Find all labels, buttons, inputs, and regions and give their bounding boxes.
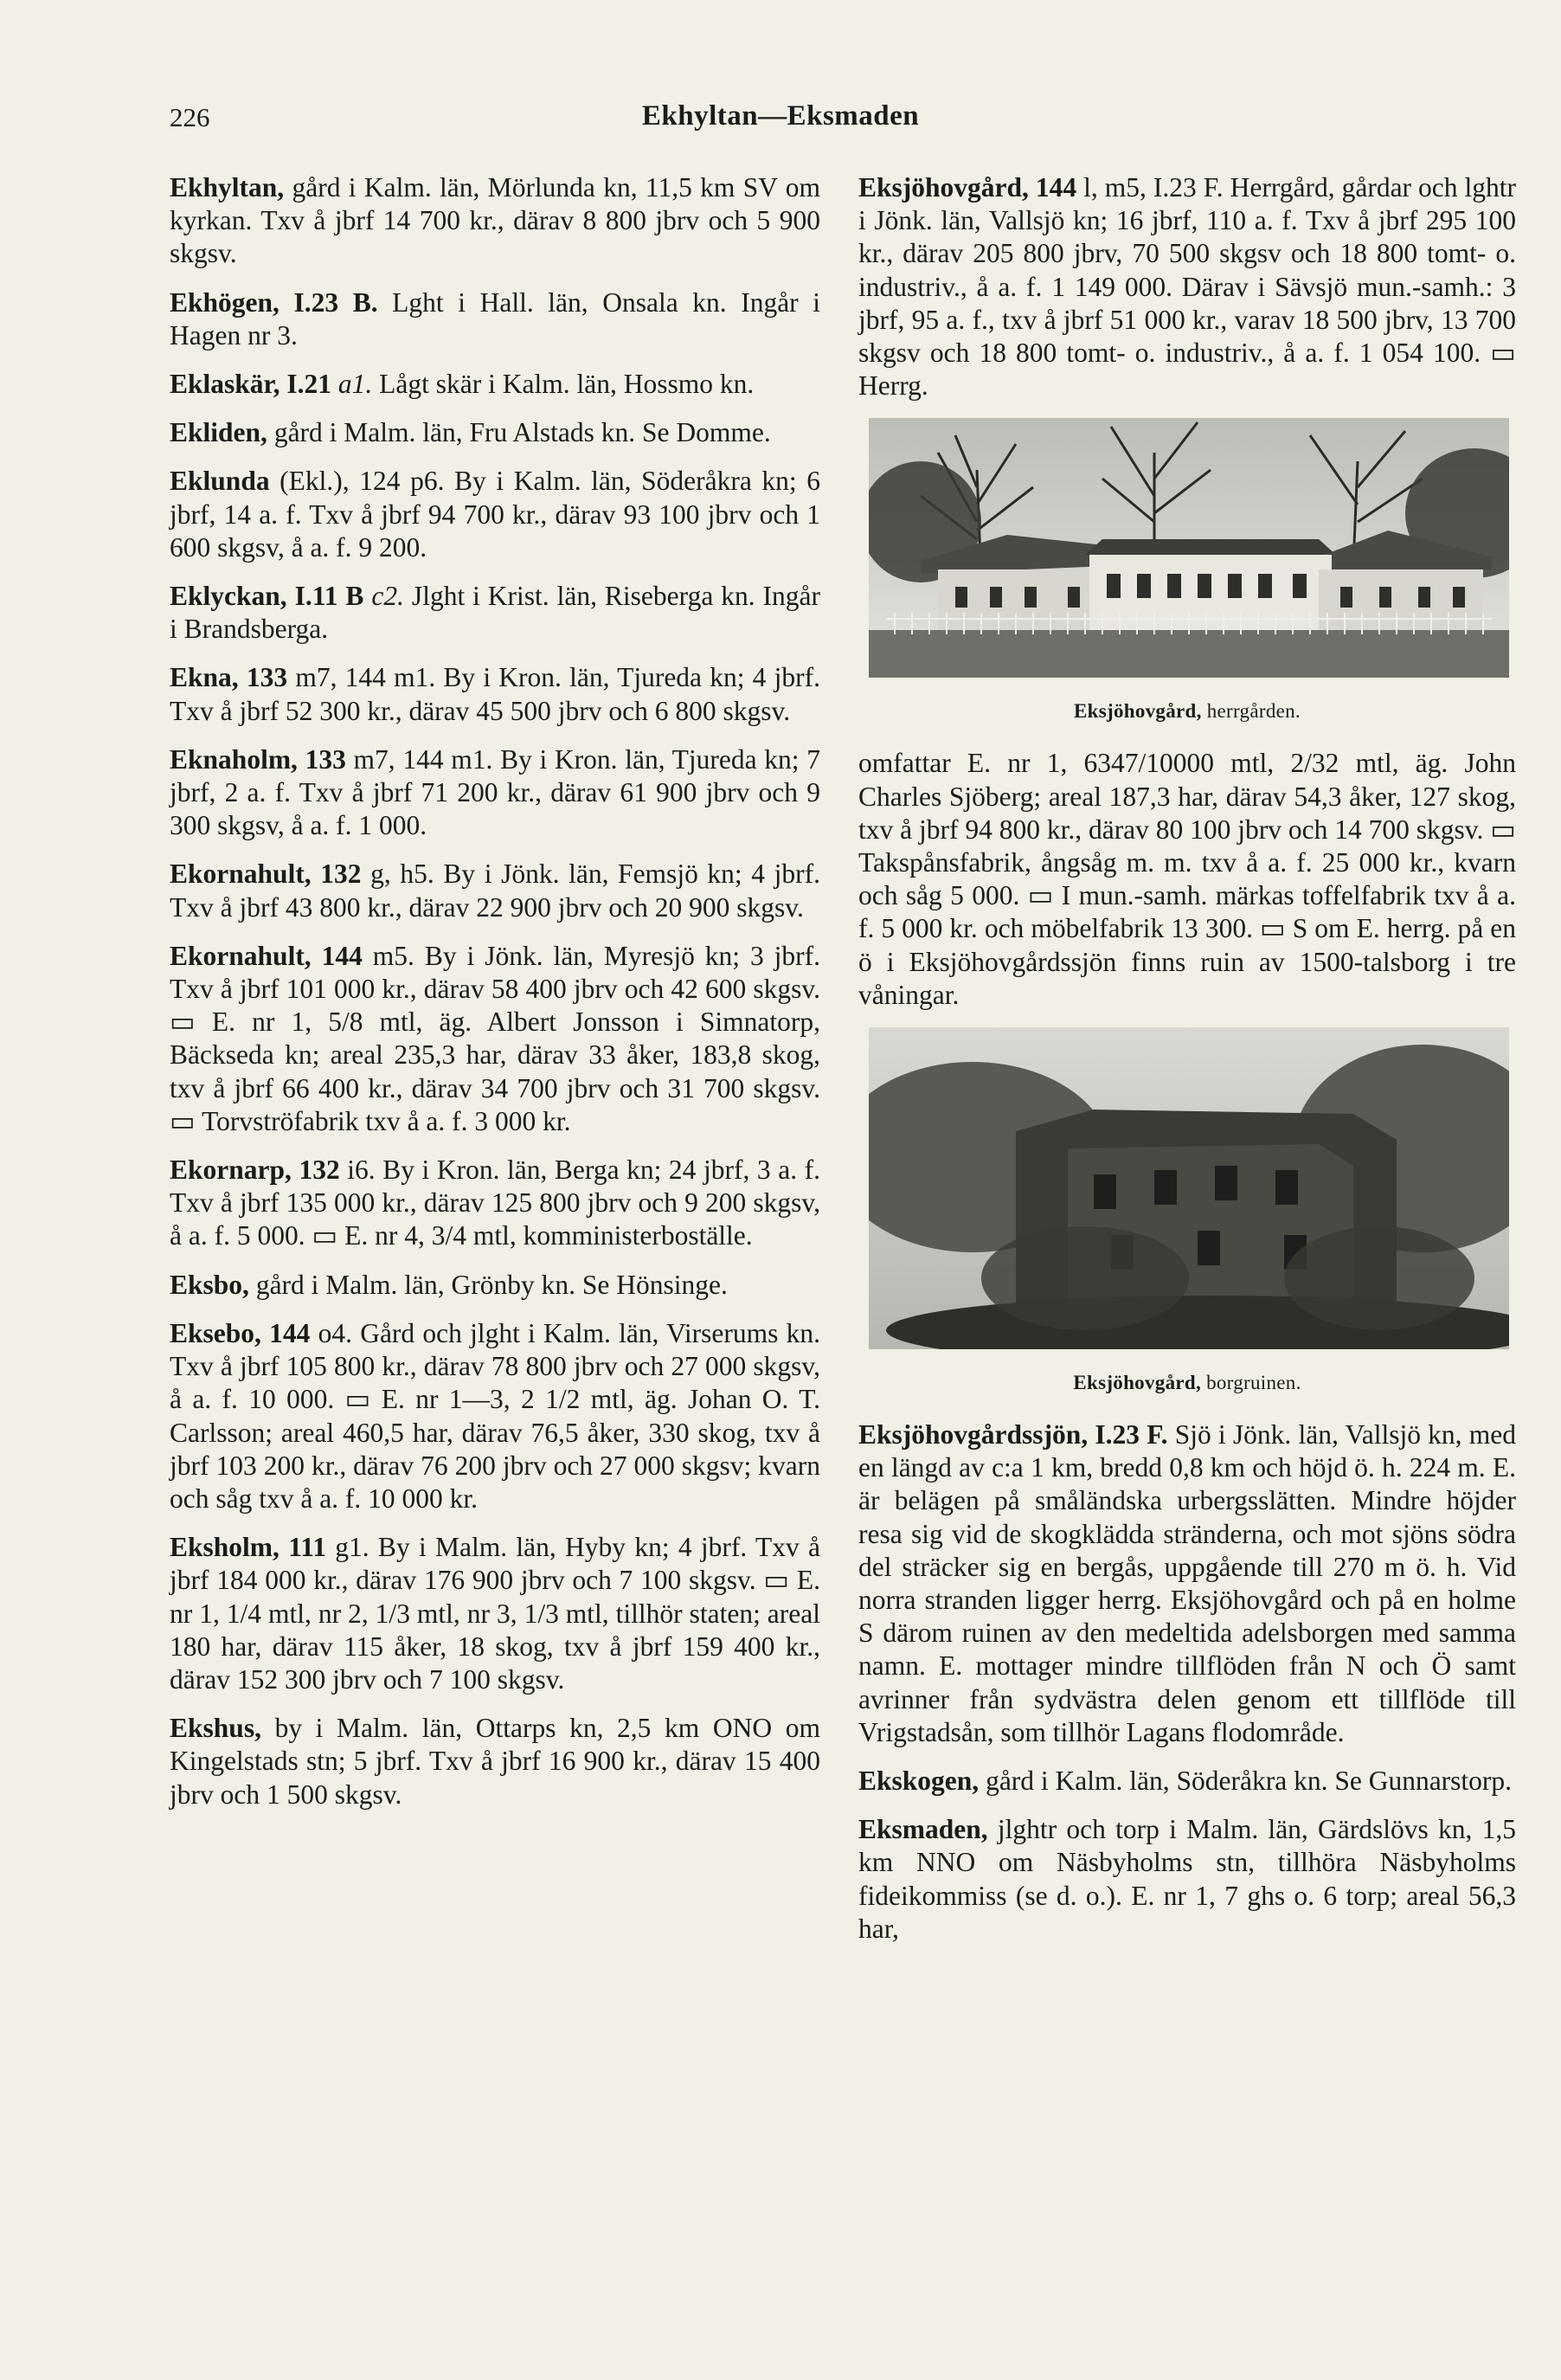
entry-headword: Ekliden, — [170, 417, 267, 448]
gazetteer-entry — [170, 661, 820, 727]
gazetteer-entry — [170, 1317, 820, 1515]
gazetteer-entry — [858, 747, 1516, 1012]
gazetteer-entry — [170, 465, 820, 564]
entry-headword: Eksmaden, — [858, 1814, 988, 1845]
left-column — [170, 171, 820, 1827]
entry-body: o4. Gård och jlght i Kalm. län, Virserums kn. Txv å jbrf 105 800 kr., därav 78 800 jbrv och 27 000 skgsv, å a. f. 10 000. ▭ E. nr 1—3, 2 1/2 mtl, äg. Johan O. T. Carlsson; areal 460,5 har, därav 76,5 åker, 330 skog, txv å jbrf 103 200 kr., därav 76 200 jbrv och 27 000 skgsv; kvarn och såg txv å a. f. 10 000 kr. — [170, 1317, 820, 1514]
entry-body: (Ekl.), 124 p6. By i Kalm. län, Söderåkra kn; 6 jbrf, 14 a. f. Txv å jbrf 94 700 kr., därav 93 100 jbrv och 1 600 skgsv, å a. f. 9 200. — [170, 466, 820, 563]
entry-grid-ref: a1. — [331, 369, 373, 400]
entry-headword: Eknaholm, 133 — [170, 743, 346, 775]
entry-headword: Ekornahult, 132 — [170, 859, 362, 890]
entry-headword: Ekhögen, I.23 B. — [170, 286, 378, 318]
caption-subject: herrgården. — [1201, 700, 1301, 723]
entry-grid-ref: c2. — [363, 581, 404, 612]
entry-body: Sjö i Jönk. län, Vallsjö kn, med en längd av c:a 1 km, bredd 0,8 km och höjd ö. h. 224 m. E. är belägen på småländska urbergsslätten. Mindre höjder resa sig vid de skogklädda stränderna, och mot sjöns södra del sträcker sig en bergås, uppgående till 270 m ö. h. Vid norra stranden ligger herrg. Eksjöhovgård och på en holme S därom ruinen av den medeltida adelsborgen med samma namn. E. mottager mindre tillflöden från N och Ö samt avrinner från sydvästra delen genom ett tillflöde till Vrigstadsån, som tillhör Lagans flodområde. — [858, 1419, 1516, 1747]
entry-headword: Eksjöhovgårdssjön, I.23 F. — [858, 1419, 1168, 1451]
gazetteer-entry — [170, 1269, 820, 1302]
photo-manor — [858, 418, 1516, 723]
entry-headword: Eklaskär, I.21 — [170, 369, 332, 400]
entry-body: g1. By i Malm. län, Hyby kn; 4 jbrf. Txv å jbrf 184 000 kr., därav 176 900 jbrv och 7 100 skgsv. ▭ E. nr 1, 1/4 mtl, nr 2, 1/3 mtl, nr 3, 1/3 mtl, tillhör staten; areal 180 har, därav 115 åker, 18 skog, txv å jbrf 159 400 kr., därav 152 300 jbrv och 7 100 skgsv. — [170, 1532, 820, 1695]
entry-body: Lght i Hall. län, Onsala kn. Ingår i Hagen nr 3. — [170, 286, 820, 351]
gazetteer-entry — [170, 171, 820, 271]
entry-body: i6. By i Kron. län, Berga kn; 24 jbrf, 3 a. f. Txv å jbrf 135 000 kr., därav 125 800 jbrv och 9 200 skgsv, å a. f. 5 000. ▭ E. nr 4, 3/4 mtl, komministerboställe. — [170, 1155, 820, 1251]
caption-place: Eksjöhovgård, — [1074, 700, 1202, 723]
entry-headword: Eksebo, 144 — [170, 1317, 311, 1348]
entry-headword: Eklyckan, I.11 B — [170, 581, 364, 612]
manor-house-photo — [869, 418, 1509, 678]
gazetteer-entry — [170, 858, 820, 923]
gazetteer-entry — [170, 1712, 820, 1811]
gazetteer-entry — [858, 1765, 1516, 1798]
gazetteer-entry — [170, 580, 820, 646]
entry-body: gård i Malm. län, Grönby kn. Se Hönsinge. — [248, 1269, 728, 1300]
entry-body: gård i Malm. län, Fru Alstads kn. Se Domme. — [267, 417, 771, 448]
page-number: 226 — [170, 102, 210, 132]
entry-headword: Eksjöhovgård, 144 — [858, 172, 1077, 203]
entry-headword: Ekna, 133 — [170, 662, 288, 693]
gazetteer-entry — [170, 1154, 820, 1253]
entry-headword: Eksbo, — [170, 1269, 249, 1300]
gazetteer-entry — [170, 1531, 820, 1696]
entry-headword: Eksholm, 111 — [170, 1532, 326, 1563]
entry-headword: Ekornahult, 144 — [170, 940, 363, 971]
gazetteer-entry — [170, 368, 820, 401]
gazetteer-entry — [170, 940, 820, 1138]
entry-headword: Ekskogen, — [858, 1766, 980, 1797]
entry-headword: Ekornarp, 132 — [170, 1155, 340, 1186]
castle-ruin-photo — [869, 1027, 1509, 1349]
entry-body: Jlght i Krist. län, Riseberga kn. Ingår i Brandsberga. — [170, 581, 820, 645]
entry-body: m7, 144 m1. By i Kron. län, Tjureda kn; 7 jbrf, 2 a. f. Txv å jbrf 71 200 kr., därav 61 900 jbrv och 9 300 skgsv, å a. f. 1 000. — [170, 743, 820, 841]
entry-body: jlghtr och torp i Malm. län, Gärdslövs kn, 1,5 km NNO om Näsbyholms stn, tillhöra Näsbyholms fideikommiss (se d. o.). E. nr 1, 7 ghs o. 6 torp; areal 56,3 har, — [858, 1814, 1516, 1944]
gazetteer-entry — [170, 286, 820, 352]
gazetteer-entry — [858, 1418, 1516, 1749]
entry-body: m5. By i Jönk. län, Myresjö kn; 3 jbrf. Txv å jbrf 101 000 kr., därav 58 400 jbrv och 42 600 skgsv. ▭ E. nr 1, 5/8 mtl, äg. Albert Jonsson i Simnatorp, Bäckseda kn; areal 235,3 har, därav 33 åker, 183,8 skog, txv å jbrf 66 400 kr., därav 34 700 jbrv och 31 700 skgsv. ▭ Torvströfabrik txv å a. f. 3 000 kr. — [170, 940, 820, 1136]
entry-body: m7, 144 m1. By i Kron. län, Tjureda kn; 4 jbrf. Txv å jbrf 52 300 kr., därav 45 500 jbrv och 6 800 skgsv. — [170, 662, 820, 726]
running-head: Ekhyltan—Eksmaden — [641, 100, 920, 132]
entry-body: gård i Kalm. län, Mörlunda kn, 11,5 km SV om kyrkan. Txv å jbrf 14 700 kr., därav 8 800 jbrv och 5 900 skgsv. — [170, 172, 820, 269]
entry-body: l, m5, I.23 F. Herrgård, gårdar och lghtr i Jönk. län, Vallsjö kn; 16 jbrf, 110 a. f. Txv å jbrf 295 100 kr., därav 205 800 jbrv, 70 500 skgsv och 18 800 tomt- o. industriv., å a. f. 1 149 000. Därav i Sävsjö mun.-samh.: 3 jbrf, 95 a. f., txv å jbrf 51 000 kr., varav 18 500 jbrv, 13 700 skgsv och 18 800 tomt- o. industriv., å a. f. 1 054 100. ▭ Herrg. — [858, 172, 1516, 402]
photo-ruin — [858, 1027, 1516, 1394]
caption-subject: borgruinen. — [1201, 1372, 1301, 1394]
photo-caption-ruin — [858, 1372, 1516, 1394]
entry-headword: Ekshus, — [170, 1713, 261, 1744]
entry-body: by i Malm. län, Ottarps kn, 2,5 km ONO om Kingelstads stn; 5 jbrf. Txv å jbrf 16 900 kr., därav 15 400 jbrv och 1 500 skgsv. — [170, 1713, 820, 1810]
gazetteer-entry — [858, 171, 1516, 402]
entry-body: omfattar E. nr 1, 6347/10000 mtl, 2/32 mtl, äg. John Charles Sjöberg; areal 187,3 har, därav 54,3 åker, 127 skog, txv å jbrf 94 800 kr., därav 80 100 jbrv och 14 700 skgsv. ▭ Takspånsfabrik, ångsåg m. m. txv å a. f. 25 000 kr., kvarn och såg 5 000. ▭ I mun.-samh. märkas toffelfabrik txv å a. f. 5 000 kr. och möbelfabrik 13 300. ▭ S om E. herrg. på en ö i Eksjöhovgårdssjön finns ruin av 1500-talsborg i tre våningar. — [858, 748, 1516, 1010]
photo-caption-manor — [858, 700, 1516, 723]
gazetteer-entry — [170, 743, 820, 843]
entry-headword: Eklunda — [170, 466, 270, 497]
entry-body: g, h5. By i Jönk. län, Femsjö kn; 4 jbrf. Txv å jbrf 43 800 kr., därav 22 900 jbrv och 20 900 skgsv. — [170, 859, 820, 923]
gazetteer-entry — [170, 416, 820, 449]
right-column — [858, 171, 1516, 1961]
entry-headword: Ekhyltan, — [170, 172, 285, 203]
entry-body: Lågt skär i Kalm. län, Hossmo kn. — [372, 369, 755, 400]
caption-place: Eksjöhovgård, — [1073, 1372, 1202, 1394]
entry-body: gård i Kalm. län, Söderåkra kn. Se Gunnarstorp. — [979, 1766, 1513, 1797]
gazetteer-entry — [858, 1813, 1516, 1946]
